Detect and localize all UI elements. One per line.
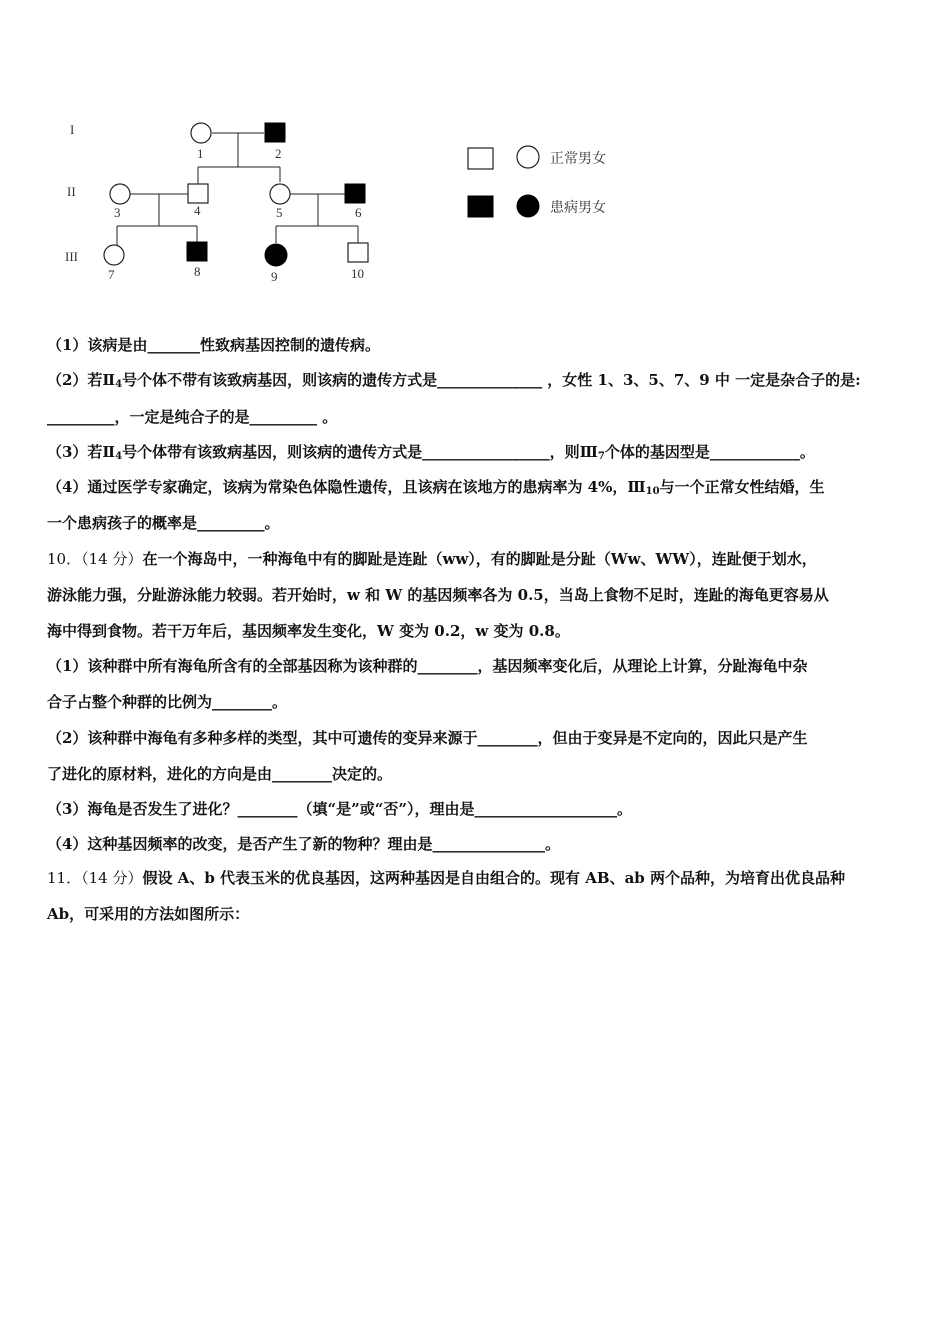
- q10-part1-line2: [47, 691, 917, 713]
- q9-part4-post: 与一个正常女性结婚，生: [659, 478, 825, 496]
- q9-part4-line1: [47, 476, 917, 503]
- label-5: 5: [276, 205, 283, 220]
- label-2: 2: [275, 146, 282, 161]
- label-10: 10: [351, 266, 364, 281]
- q11-text2: Ab，可采用的方法如图所示：: [47, 905, 250, 923]
- individual-4-normal-male: [188, 184, 208, 203]
- q9-part1-text: （1）该病是由_______性致病基因控制的遗传病。: [47, 336, 380, 354]
- generation-label-III: III: [65, 249, 78, 264]
- q9-part3-mid: 号个体带有该致病基因，则该病的遗传方式是_________________，则Ⅲ: [122, 443, 598, 461]
- q9-part1: [47, 334, 917, 356]
- q9-part3-sub2: 7: [597, 451, 605, 462]
- q10-line2: [47, 584, 917, 606]
- individual-9-affected-female: [265, 244, 287, 266]
- q9-part4-sub: 10: [645, 486, 660, 497]
- q11-line1: [47, 867, 917, 889]
- q10-text8: （3）海龟是否发生了进化？________（填“是”或“否”），理由是___________________。: [47, 800, 632, 818]
- label-8: 8: [194, 264, 201, 279]
- label-9: 9: [271, 269, 278, 284]
- generation-label-II: II: [67, 184, 76, 199]
- label-7: 7: [108, 267, 115, 282]
- legend-affected-female-icon: [517, 195, 539, 217]
- label-6: 6: [355, 205, 362, 220]
- individual-7-normal-female: [104, 245, 124, 265]
- legend-affected-male-icon: [468, 196, 493, 217]
- q10-line3: [47, 620, 917, 642]
- q9-part3-pre: （3）若Ⅱ: [47, 443, 116, 461]
- q10-text3: 海中得到食物。若干万年后，基因频率发生变化，W 变为 0.2，w 变为 0.8。: [47, 622, 570, 640]
- q9-part4-cont: 一个患病孩子的概率是_________。: [47, 514, 280, 532]
- q9-part2-post: 号个体不带有该致病基因，则该病的遗传方式是______________ ，女性 1、3、5、7、9 中 一定是杂合子的是:: [122, 371, 861, 389]
- q9-part3-post: 个体的基因型是____________。: [604, 443, 815, 461]
- label-3: 3: [114, 205, 121, 220]
- legend-normal-female-icon: [517, 146, 539, 168]
- q9-part3-sub: 4: [115, 451, 123, 462]
- q10-part2-line1: [47, 727, 917, 749]
- legend-normal-label: 正常男女: [550, 151, 606, 167]
- q9-part2-line2: [47, 406, 917, 428]
- generation-label-I: I: [70, 122, 75, 137]
- label-4: 4: [194, 203, 201, 218]
- q10-part4: [47, 833, 917, 855]
- q10-part3: [47, 798, 917, 820]
- q10-text9: （4）这种基因频率的改变，是否产生了新的物种？理由是_______________。: [47, 835, 560, 853]
- individual-2-affected-male: [265, 123, 285, 142]
- individual-5-normal-female: [270, 184, 290, 204]
- q10-line1: [47, 548, 917, 570]
- pedigree-legend: [462, 140, 662, 234]
- legend-normal-male-icon: [468, 148, 493, 169]
- q10-number: 10．（14 分）: [47, 550, 143, 568]
- q10-part1-line1: [47, 655, 917, 677]
- q9-part4-pre: （4）通过医学专家确定，该病为常染色体隐性遗传，且该病在该地方的患病率为 4%，Ⅲ: [47, 478, 646, 496]
- q10-text6: （2）该种群中海龟有多种多样的类型，其中可遗传的变异来源于________，但由于变异是不定向的，因此只是产生: [47, 729, 808, 747]
- q9-part2-line1: [47, 369, 917, 396]
- pedigree-chart: [55, 110, 395, 294]
- q10-text1: 在一个海岛中，一种海龟中有的脚趾是连趾（ww），有的脚趾是分趾（Ww、WW），连趾便于划水，: [142, 550, 817, 568]
- q10-text5: 合子占整个种群的比例为________。: [47, 693, 288, 711]
- q10-text7: 了进化的原材料，进化的方向是由________决定的。: [47, 765, 393, 783]
- q9-part3: [47, 441, 917, 468]
- q9-part4-line2: [47, 512, 917, 534]
- q11-text1: 假设 A、b 代表玉米的优良基因，这两种基因是自由组合的。现有 AB、ab 两个品种，为培育出优良品种: [142, 869, 845, 887]
- q9-part2-sub: 4: [115, 379, 123, 390]
- q10-text4: （1）该种群中所有海龟所含有的全部基因称为该种群的________，基因频率变化后，从理论上计算，分趾海龟中杂: [47, 657, 808, 675]
- individual-1-normal-female: [191, 123, 211, 143]
- q11-number: 11．（14 分）: [47, 869, 143, 887]
- q10-text2: 游泳能力强，分趾游泳能力较弱。若开始时，w 和 W 的基因频率各为 0.5，当岛上食物不足时，连趾的海龟更容易从: [47, 586, 829, 604]
- individual-6-affected-male: [345, 184, 365, 203]
- individual-10-normal-male: [348, 243, 368, 262]
- individual-8-affected-male: [187, 242, 207, 261]
- q11-line2: [47, 903, 917, 925]
- q10-part2-line2: [47, 763, 917, 785]
- label-1: 1: [197, 146, 204, 161]
- q9-part2-cont: _________，一定是纯合子的是_________ 。: [47, 408, 338, 426]
- q9-part2-pre: （2）若Ⅱ: [47, 371, 116, 389]
- individual-3-normal-female: [110, 184, 130, 204]
- legend-affected-label: 患病男女: [550, 200, 606, 216]
